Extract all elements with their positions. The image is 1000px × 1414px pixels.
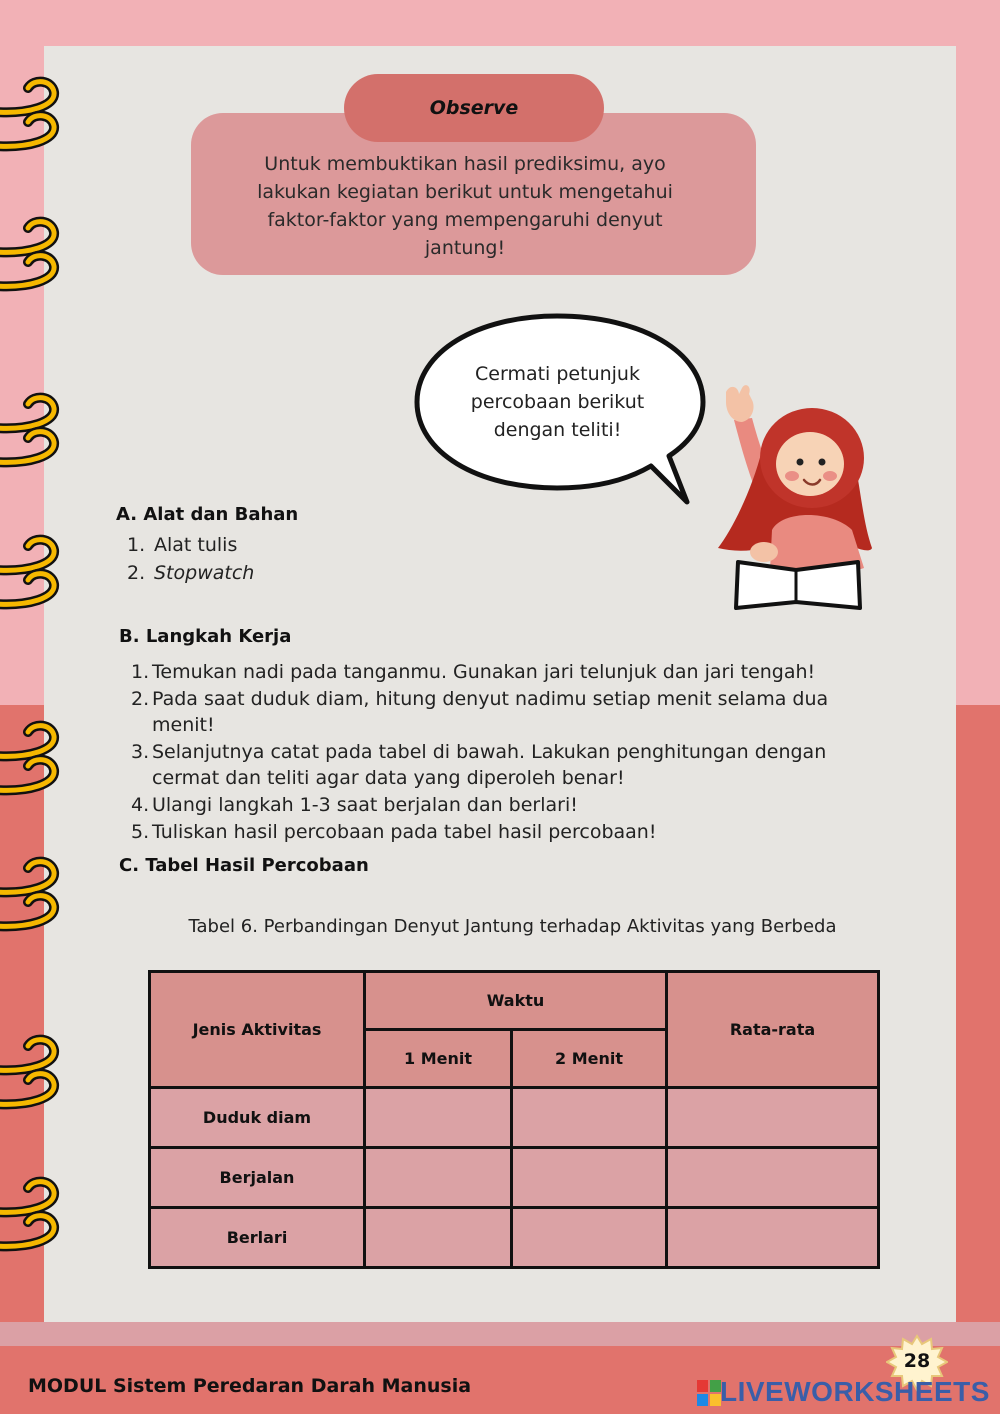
liveworksheets-brand[interactable]: LIVEWORKSHEETS — [720, 1376, 990, 1407]
list-text: Ulangi langkah 1-3 saat berjalan dan berlari! — [152, 794, 578, 816]
list-item — [131, 686, 891, 738]
table-row — [150, 1208, 879, 1268]
list-number: 2. — [127, 562, 146, 584]
answer-cell-2-minute[interactable] — [512, 1208, 667, 1268]
spiral-ring-icon — [0, 72, 70, 158]
section-c-heading: C. Tabel Hasil Percobaan — [119, 855, 369, 876]
list-text: Alat tulis — [154, 534, 238, 556]
list-text: Pada saat duduk diam, hitung denyut nadimu setiap menit selama dua menit! — [152, 688, 829, 736]
table-row — [150, 1088, 879, 1148]
list-text: Stopwatch — [154, 562, 255, 584]
page-number: 28 — [903, 1350, 931, 1372]
list-number: 3. — [131, 741, 150, 763]
section-b-heading: B. Langkah Kerja — [119, 626, 292, 647]
list-item — [131, 659, 891, 685]
footer-module-title: MODUL Sistem Peredaran Darah Manusia — [28, 1375, 472, 1397]
footer-strip — [0, 1322, 1000, 1346]
answer-cell-1-minute[interactable] — [365, 1208, 512, 1268]
list-item — [131, 819, 891, 845]
list-number: 5. — [131, 821, 150, 843]
spiral-ring-icon — [0, 716, 70, 802]
steps-list — [131, 659, 891, 846]
spiral-ring-icon — [0, 388, 70, 474]
list-item — [127, 559, 254, 587]
tools-list — [127, 531, 254, 587]
answer-cell-2-minute[interactable] — [512, 1088, 667, 1148]
spiral-ring-icon — [0, 852, 70, 938]
answer-cell-average[interactable] — [667, 1208, 879, 1268]
table-row — [150, 1148, 879, 1208]
answer-cell-1-minute[interactable] — [365, 1088, 512, 1148]
table-caption: Tabel 6. Perbandingan Denyut Jantung terhadap Aktivitas yang Berbeda — [188, 916, 837, 937]
observe-title: Observe — [344, 74, 604, 142]
liveworksheets-logo-icon — [697, 1380, 721, 1406]
list-number: 1. — [131, 661, 150, 683]
header-minute-1: 1 Menit — [365, 1030, 512, 1088]
list-item — [127, 531, 254, 559]
list-number: 1. — [127, 534, 146, 556]
list-text: Selanjutnya catat pada tabel di bawah. Lakukan penghitungan dengan cermat dan teliti agar data yang diperoleh benar! — [152, 741, 827, 789]
spiral-ring-icon — [0, 1172, 70, 1258]
spiral-ring-icon — [0, 530, 70, 616]
answer-cell-average[interactable] — [667, 1148, 879, 1208]
row-label: Berlari — [150, 1208, 365, 1268]
list-text: Tuliskan hasil percobaan pada tabel hasil percobaan! — [152, 821, 657, 843]
list-item — [131, 739, 891, 791]
answer-cell-average[interactable] — [667, 1088, 879, 1148]
row-label: Berjalan — [150, 1148, 365, 1208]
observe-text: Untuk membuktikan hasil prediksimu, ayo lakukan kegiatan berikut untuk mengetahui faktor-faktor yang mempengaruhi denyut jantung! — [257, 153, 673, 259]
answer-cell-2-minute[interactable] — [512, 1148, 667, 1208]
results-table — [148, 970, 880, 1269]
section-a-heading: A. Alat dan Bahan — [116, 504, 299, 525]
list-item — [131, 792, 891, 818]
header-time: Waktu — [365, 972, 667, 1030]
list-number: 4. — [131, 794, 150, 816]
header-activity: Jenis Aktivitas — [150, 972, 365, 1088]
list-number: 2. — [131, 688, 150, 710]
hijab-girl-illustration — [712, 380, 877, 615]
header-average: Rata-rata — [667, 972, 879, 1088]
answer-cell-1-minute[interactable] — [365, 1148, 512, 1208]
speech-bubble-text: Cermati petunjuk percobaan berikut dengan teliti! — [470, 363, 645, 441]
row-label: Duduk diam — [150, 1088, 365, 1148]
header-minute-2: 2 Menit — [512, 1030, 667, 1088]
spiral-ring-icon — [0, 1030, 70, 1116]
spiral-ring-icon — [0, 212, 70, 298]
list-text: Temukan nadi pada tanganmu. Gunakan jari telunjuk dan jari tengah! — [152, 661, 816, 683]
